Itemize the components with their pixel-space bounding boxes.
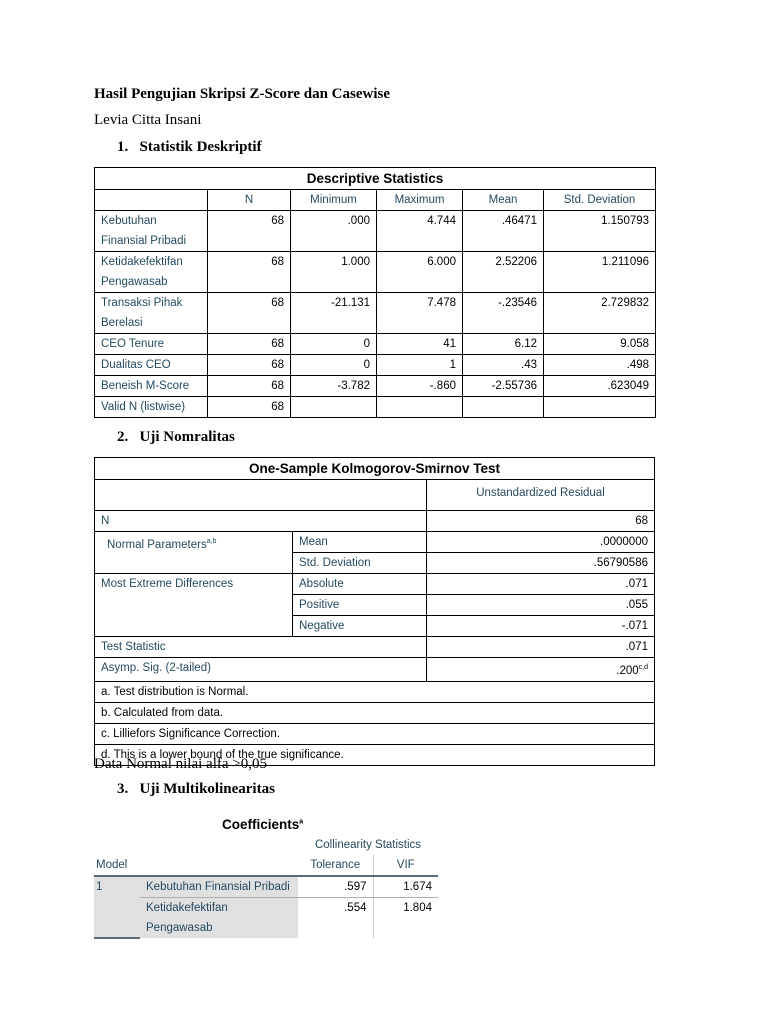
row-label: Normal Parameters$^{a,b}$	[95, 532, 293, 574]
cell-value: 2.729832	[544, 293, 656, 334]
row-label: Test Statistic	[95, 637, 427, 658]
row-label: Valid N (listwise)	[95, 397, 208, 418]
row-label: Dualitas CEO	[95, 355, 208, 376]
cell-value: -21.131	[291, 293, 377, 334]
row-sublabel: Mean	[293, 532, 427, 553]
footnote: b. Calculated from data.	[95, 702, 655, 723]
cell-value: 68	[208, 397, 291, 418]
row-label: Ketidakefektifan Pengawasab	[95, 252, 208, 293]
cell-value: 1.674	[403, 881, 432, 893]
cell-value: -.23546	[463, 293, 544, 334]
cell-value: -.860	[377, 376, 463, 397]
row-label: Transaksi Pihak Berelasi	[95, 293, 208, 334]
column-header: Unstandardized Residual	[427, 480, 655, 511]
cell-value: 1.000	[291, 252, 377, 293]
cell-value: .554	[298, 898, 373, 939]
column-header: Model	[96, 859, 128, 871]
table-row	[95, 397, 656, 418]
column-header: Minimum	[291, 190, 377, 211]
row-label: Beneish M-Score	[95, 376, 208, 397]
cell-value: .200$^{c,d}$	[427, 658, 655, 682]
cell-value: 1.150793	[544, 211, 656, 252]
cell-value: 6.12	[463, 334, 544, 355]
cell-value	[377, 397, 463, 418]
table-row	[95, 293, 656, 334]
cell-value: .56790586	[427, 553, 655, 574]
descriptive-statistics-table	[94, 167, 656, 418]
cell-value: .0000000	[427, 532, 655, 553]
column-header: Maximum	[377, 190, 463, 211]
row-label: N	[95, 511, 427, 532]
footnote: c. Lilliefors Significance Correction.	[95, 723, 655, 744]
cell-value: .055	[427, 595, 655, 616]
table-row	[95, 376, 656, 397]
cell-value: 68	[427, 511, 655, 532]
cell-value: .498	[544, 355, 656, 376]
cell-value: 0	[291, 334, 377, 355]
cell-value: .597	[298, 876, 373, 898]
cell-value: 68	[208, 293, 291, 334]
cell-value: .000	[291, 211, 377, 252]
model-number: 1	[94, 876, 140, 938]
normality-note: Data Normal nilai alfa >0,05	[94, 756, 267, 772]
cell-value: 0	[291, 355, 377, 376]
table-row	[95, 334, 656, 355]
cell-value: 4.744	[377, 211, 463, 252]
row-label: Most Extreme Differences	[95, 574, 293, 637]
header-row	[95, 190, 656, 211]
column-header: Tolerance	[298, 855, 373, 876]
cell-value	[544, 397, 656, 418]
cell-value: 1	[377, 355, 463, 376]
row-label: CEO Tenure	[95, 334, 208, 355]
cell-value: 68	[208, 334, 291, 355]
cell-value	[291, 397, 377, 418]
column-header: Mean	[463, 190, 544, 211]
footnote: d. This is a lower bound of the true significance.	[95, 744, 655, 765]
cell-value: 68	[208, 252, 291, 293]
ks-test-table	[94, 457, 655, 766]
cell-value: .623049	[544, 376, 656, 397]
cell-value: 68	[208, 355, 291, 376]
cell-value: 1.211096	[544, 252, 656, 293]
cell-value: -3.782	[291, 376, 377, 397]
cell-value: 1.804	[403, 902, 432, 914]
section-heading-2: 2. Uji Nomralitas	[117, 429, 235, 445]
cell-value: 68	[208, 376, 291, 397]
coefficients-title: Coefficients$^a$	[222, 817, 304, 832]
row-label: Asymp. Sig. (2-tailed)	[95, 658, 427, 682]
cell-value	[463, 397, 544, 418]
cell-value: 7.478	[377, 293, 463, 334]
document-title: Hasil Pengujian Skripsi Z-Score dan Casewise	[94, 86, 391, 102]
row-sublabel: Positive	[293, 595, 427, 616]
group-header: Collinearity Statistics	[314, 839, 422, 851]
footnote: a. Test distribution is Normal.	[95, 681, 655, 702]
cell-value: .071	[427, 574, 655, 595]
cell-value: 68	[208, 211, 291, 252]
cell-value: .46471	[463, 211, 544, 252]
cell-value: .43	[463, 355, 544, 376]
coefficients-table	[94, 835, 438, 939]
cell-value: 2.52206	[463, 252, 544, 293]
cell-value: 6.000	[377, 252, 463, 293]
section-heading-3: 3. Uji Multikolinearitas	[117, 781, 275, 797]
column-header: Std. Deviation	[544, 190, 656, 211]
row-label: Ketidakefektifan Pengawasab	[140, 898, 298, 939]
row-label: Kebutuhan Finansial Pribadi	[95, 211, 208, 252]
row-sublabel: Negative	[293, 616, 427, 637]
cell-value: -.071	[427, 616, 655, 637]
table-row	[95, 211, 656, 252]
cell-value: .071	[427, 637, 655, 658]
table-row	[95, 252, 656, 293]
column-header: VIF	[396, 859, 415, 871]
row-label: Kebutuhan Finansial Pribadi	[140, 876, 298, 898]
section-heading-1: 1. Statistik Deskriptif	[117, 139, 262, 155]
cell-value: -2.55736	[463, 376, 544, 397]
column-header: N	[208, 190, 291, 211]
row-sublabel: Std. Deviation	[293, 553, 427, 574]
table-title: One-Sample Kolmogorov-Smirnov Test	[95, 458, 655, 480]
cell-value: 9.058	[544, 334, 656, 355]
table-title: Descriptive Statistics	[95, 168, 656, 190]
author-name: Levia Citta Insani	[94, 112, 202, 128]
row-sublabel: Absolute	[293, 574, 427, 595]
cell-value: 41	[377, 334, 463, 355]
table-row	[95, 355, 656, 376]
